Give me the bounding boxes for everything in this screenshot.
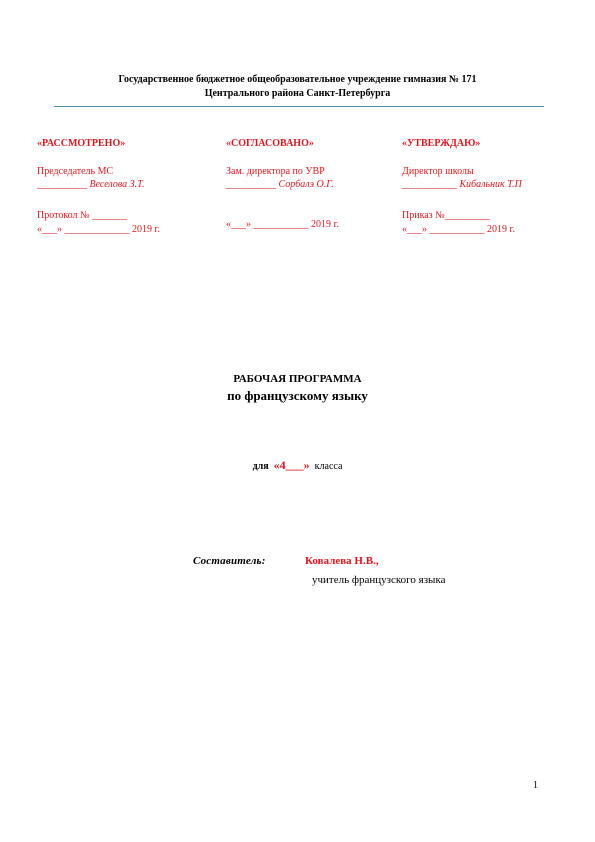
header-divider <box>54 106 544 107</box>
agreed-signature-blank: __________ <box>226 179 276 190</box>
author-role: учитель французского языка <box>312 574 446 586</box>
reviewed-position: Председатель МС <box>37 166 114 177</box>
approved-signature-blank: ___________ <box>402 179 457 190</box>
reviewed-protocol: Протокол № _______ <box>37 210 128 221</box>
approved-heading: «УТВЕРЖДАЮ» <box>402 138 481 149</box>
reviewed-heading: «РАССМОТРЕНО» <box>37 138 126 149</box>
reviewed-signature <box>37 179 145 191</box>
agreed-date: «___» ___________ 2019 г. <box>226 219 339 230</box>
agreed-name: Сорбалэ О.Г. <box>278 179 334 190</box>
document-subject: по французскому языку <box>227 388 368 403</box>
school-district-line: Центрального района Санкт-Петербурга <box>204 88 391 99</box>
agreed-position: Зам. директора по УВР <box>226 166 325 177</box>
author-name: Ковалева Н.В., <box>305 555 379 567</box>
approved-signature <box>402 179 522 191</box>
grade-prefix: для <box>252 461 269 472</box>
school-name-line: Государственное бюджетное общеобразовательное учреждение гимназия № 171 <box>118 74 477 85</box>
grade-value: «4___» <box>273 458 310 472</box>
agreed-signature <box>226 179 334 191</box>
approved-position: Директор школы <box>402 166 474 177</box>
reviewed-date: «___» _____________ 2019 г. <box>37 224 160 235</box>
author-label: Составитель: <box>193 555 266 567</box>
approved-date: «___» ___________ 2019 г. <box>402 224 515 235</box>
approved-name: Кибальник Т.П <box>459 179 522 190</box>
reviewed-name: Веселова З.Т. <box>89 179 145 190</box>
page-number: 1 <box>533 780 538 791</box>
reviewed-signature-blank: __________ <box>37 179 87 190</box>
approved-order: Приказ №_________ <box>402 210 490 221</box>
agreed-heading: «СОГЛАСОВАНО» <box>226 138 314 149</box>
grade-suffix: класса <box>314 461 343 472</box>
grade-line <box>0 458 595 473</box>
document-title: РАБОЧАЯ ПРОГРАММА <box>233 373 362 385</box>
